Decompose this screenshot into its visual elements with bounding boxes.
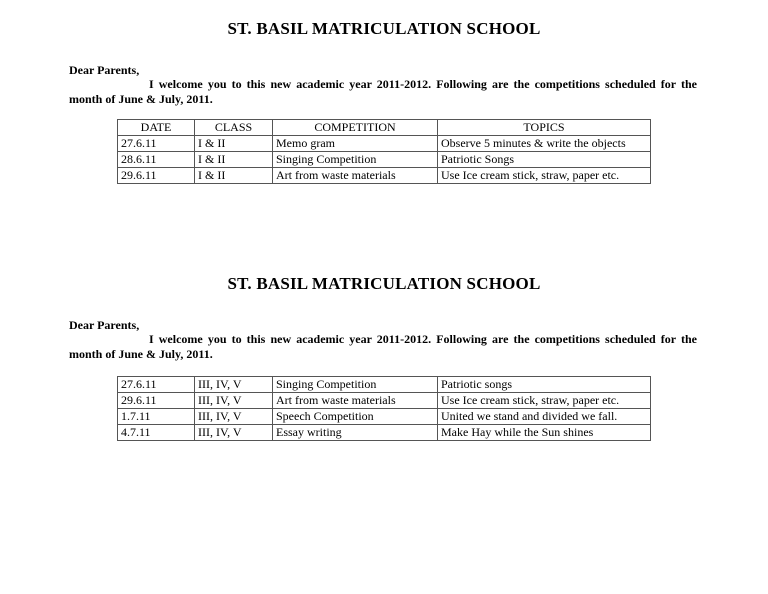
header-date: DATE [118,120,195,136]
cell-class: III, IV, V [195,409,273,425]
cell-class: III, IV, V [195,377,273,393]
cell-topic: Use Ice cream stick, straw, paper etc. [438,168,651,184]
salutation: Dear Parents, [69,63,140,77]
intro-paragraph: I welcome you to this new academic year 2011-2012. Following are the competitions scheduled for the month of June & July, 2011. [69,332,697,361]
school-title: ST. BASIL MATRICULATION SCHOOL [227,274,541,293]
cell-topic: Patriotic songs [438,377,651,393]
table-row [118,409,651,425]
cell-class: I & II [195,152,273,168]
cell-competition: Memo gram [273,136,438,152]
cell-topic: Observe 5 minutes & write the objects [438,136,651,152]
header-class: CLASS [195,120,273,136]
cell-topic: Make Hay while the Sun shines [438,425,651,441]
cell-class: I & II [195,168,273,184]
school-title: ST. BASIL MATRICULATION SCHOOL [227,19,541,38]
cell-date: 1.7.11 [118,409,195,425]
table-row [118,168,651,184]
cell-date: 28.6.11 [118,152,195,168]
cell-topic: Patriotic Songs [438,152,651,168]
table-row [118,377,651,393]
cell-date: 29.6.11 [118,168,195,184]
cell-date: 4.7.11 [118,425,195,441]
cell-competition: Essay writing [273,425,438,441]
cell-competition: Singing Competition [273,377,438,393]
cell-topic: United we stand and divided we fall. [438,409,651,425]
cell-date: 27.6.11 [118,136,195,152]
salutation: Dear Parents, [69,318,140,332]
competition-table [117,376,651,441]
cell-competition: Art from waste materials [273,393,438,409]
cell-date: 29.6.11 [118,393,195,409]
table-header-row [118,120,651,136]
competition-table [117,119,651,184]
header-competition: COMPETITION [273,120,438,136]
cell-date: 27.6.11 [118,377,195,393]
intro-paragraph: I welcome you to this new academic year 2011-2012. Following are the competitions scheduled for the month of June & July, 2011. [69,77,697,106]
cell-competition: Art from waste materials [273,168,438,184]
cell-competition: Speech Competition [273,409,438,425]
cell-class: I & II [195,136,273,152]
cell-class: III, IV, V [195,393,273,409]
table-row [118,136,651,152]
table-row [118,152,651,168]
table-row [118,393,651,409]
header-topics: TOPICS [438,120,651,136]
cell-competition: Singing Competition [273,152,438,168]
table-row [118,425,651,441]
cell-class: III, IV, V [195,425,273,441]
cell-topic: Use Ice cream stick, straw, paper etc. [438,393,651,409]
